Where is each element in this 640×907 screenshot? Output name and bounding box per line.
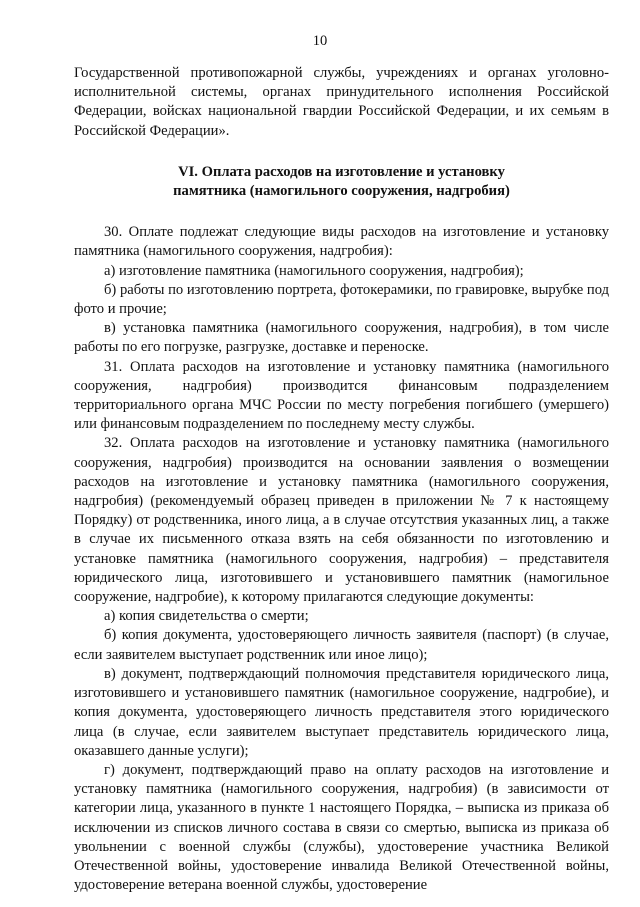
section-heading <box>74 163 609 201</box>
document-body <box>74 64 609 895</box>
page-number: 10 <box>312 33 328 49</box>
section-heading-line-2: памятника (намогильного сооружения, надгробия) <box>173 183 510 200</box>
paragraph-32-item-a: а) копия свидетельства о смерти; <box>104 608 309 625</box>
paragraph-30-item-b: б) работы по изготовлению портрета, фотокерамики, по гравировке, вырубке под фото и прочие; <box>74 281 609 318</box>
paragraph-30-item-a: а) изготовление памятника (намогильного сооружения, надгробия); <box>104 262 524 279</box>
paragraph-32-item-d: г) документ, подтверждающий право на оплату расходов на изготовление и установку памятника (намогильного сооружения, надгробия) (в зависимости от категории лица, указанного в пункте 1 настоящего Порядка, – выписка из приказа об исключении из списков личного состава в связи со смертью, выписка из приказа об увольнении с военной службы (службы), удостоверение участника Великой Отечественной войны, удостоверение инвалида Великой Отечественной войны, удостоверение ветерана военной службы, удостоверение <box>74 761 609 894</box>
paragraph-31: 31. Оплата расходов на изготовление и установку памятника (намогильного сооружения, надгробия) производится финансовым подразделением территориального органа МЧС России по месту погребения погибшего (умершего) или финансовым подразделением по последнему месту службы. <box>74 358 609 433</box>
intro-paragraph: Государственной противопожарной службы, учреждениях и органах уголовно-исполнительной системы, органах принудительного исполнения Российской Федерации, войсках национальной гвардии Российской Федерации, и их семьям в Российской Федерации». <box>74 65 609 139</box>
section-heading-line-1: VI. Оплата расходов на изготовление и установку <box>178 163 505 180</box>
paragraph-30: 30. Оплате подлежат следующие виды расходов на изготовление и установку памятника (намогильного сооружения, надгробия): <box>74 224 609 260</box>
paragraph-32-item-c: в) документ, подтверждающий полномочия представителя юридического лица, изготовившего и установившего памятник (намогильное сооружение, надгробие), и копия документа, удостоверяющего личность представителя этого юридического лица (в случае, если заявителем выступает представитель юридического лица, оказавшего данные услуги); <box>74 665 609 759</box>
paragraph-30-item-c: в) установка памятника (намогильного сооружения, надгробия), в том числе работы по его погрузке, разгрузке, доставке и переноске. <box>74 320 609 356</box>
paragraph-32-item-b: б) копия документа, удостоверяющего личность заявителя (паспорт) (в случае, если заявителем выступает родственник или иное лицо); <box>74 627 609 663</box>
paragraph-32: 32. Оплата расходов на изготовление и установку памятника (намогильного сооружения, надгробия) производится на основании заявления о возмещении расходов на изготовление и установку памятника (намогильного сооружения, надгробия) (рекомендуемый образец приведен в приложении № 7 к настоящему Порядку) от родственника, иного лица, а в случае отсутствия указанных лиц, а также в случае их письменного отказа взять на себя обязанности по изготовлению и установке памятника (намогильного сооружения, надгробия) – представителя юридического лица, изготовившего и установившего памятник (намогильное сооружение, надгробие), к которому прилагаются следующие документы: <box>74 435 609 606</box>
